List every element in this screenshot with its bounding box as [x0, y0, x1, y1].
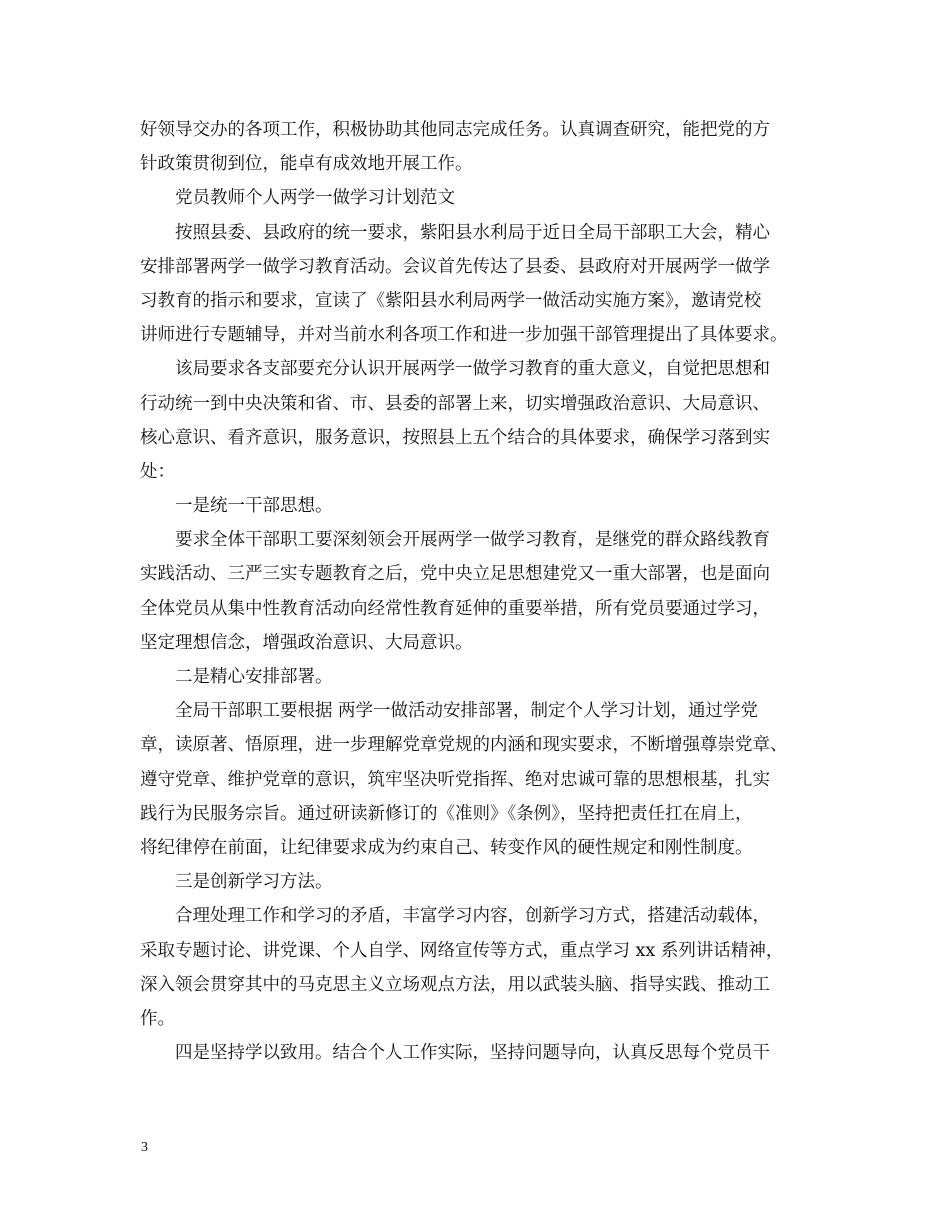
text-line: 讲师进行专题辅导，并对当前水利各项工作和进一步加强干部管理提出了具体要求。: [140, 325, 788, 346]
text-line: 将纪律停在前面，让纪律要求成为约束自己、转变作风的硬性规定和刚性制度。: [140, 837, 753, 858]
text-line: 一是统一干部思想。: [175, 496, 333, 517]
text-line: 章，读原著、悟原理，进一步理解党章党规的内涵和现实要求，不断增强尊崇党章、: [140, 735, 788, 756]
page-number: 3: [141, 1140, 148, 1155]
text-line: 合理处理工作和学习的矛盾，丰富学习内容，创新学习方式，搭建活动载体，: [175, 906, 770, 927]
text-line: 要求全体干部职工要深刻领会开展两学一做学习教育，是继党的群众路线教育: [175, 530, 770, 551]
document-body: [140, 113, 820, 1070]
text-line: 采取专题讨论、讲党课、个人自学、网络宣传等方式，重点学习 xx 系列讲话精神，: [140, 940, 784, 961]
text-line: 行动统一到中央决策和省、市、县委的部署上来，切实增强政治意识、大局意识、: [140, 393, 770, 414]
text-line: 针政策贯彻到位，能卓有成效地开展工作。: [140, 154, 473, 175]
text-line: 处：: [140, 461, 175, 482]
text-line: 坚定理想信念，增强政治意识、大局意识。: [140, 632, 473, 653]
text-line: 安排部署两学一做学习教育活动。会议首先传达了县委、县政府对开展两学一做学: [140, 256, 770, 277]
text-line: 党员教师个人两学一做学习计划范文: [175, 188, 455, 209]
text-line: 习教育的指示和要求，宣读了《紫阳县水利局两学一做活动实施方案》，邀请党校: [140, 290, 762, 311]
text-line: 遵守党章、维护党章的意识，筑牢坚决听党指挥、绝对忠诚可靠的思想根基，扎实: [140, 769, 770, 790]
text-line: 按照县委、县政府的统一要求，紫阳县水利局于近日全局干部职工大会，精心: [175, 222, 770, 243]
text-line: 全体党员从集中性教育活动向经常性教育延伸的重要举措，所有党员要通过学习，: [140, 598, 770, 619]
text-line: 三是创新学习方法。: [175, 872, 333, 893]
text-line: 践行为民服务宗旨。通过研读新修订的《准则》《条例》，坚持把责任扛在肩上，: [140, 803, 753, 824]
text-line: 深入领会贯穿其中的马克思主义立场观点方法，用以武装头脑、指导实践、推动工: [140, 974, 770, 995]
text-line: 好领导交办的各项工作，积极协助其他同志完成任务。认真调查研究，能把党的方: [140, 120, 770, 140]
text-line: 实践活动、三严三实专题教育之后，党中央立足思想建党又一重大部署，也是面向: [140, 564, 770, 585]
text-line: 全局干部职工要根据 两学一做活动安排部署，制定个人学习计划，通过学党: [175, 701, 759, 722]
text-line: 该局要求各支部要充分认识开展两学一做学习教育的重大意义，自觉把思想和: [175, 359, 770, 380]
text-line: 二是精心安排部署。: [175, 667, 333, 687]
text-line: 核心意识、看齐意识，服务意识，按照县上五个结合的具体要求，确保学习落到实: [140, 427, 770, 448]
text-line: 四是坚持学以致用。结合个人工作实际，坚持问题导向，认真反思每个党员干: [175, 1043, 770, 1064]
text-line: 作。: [140, 1008, 175, 1029]
